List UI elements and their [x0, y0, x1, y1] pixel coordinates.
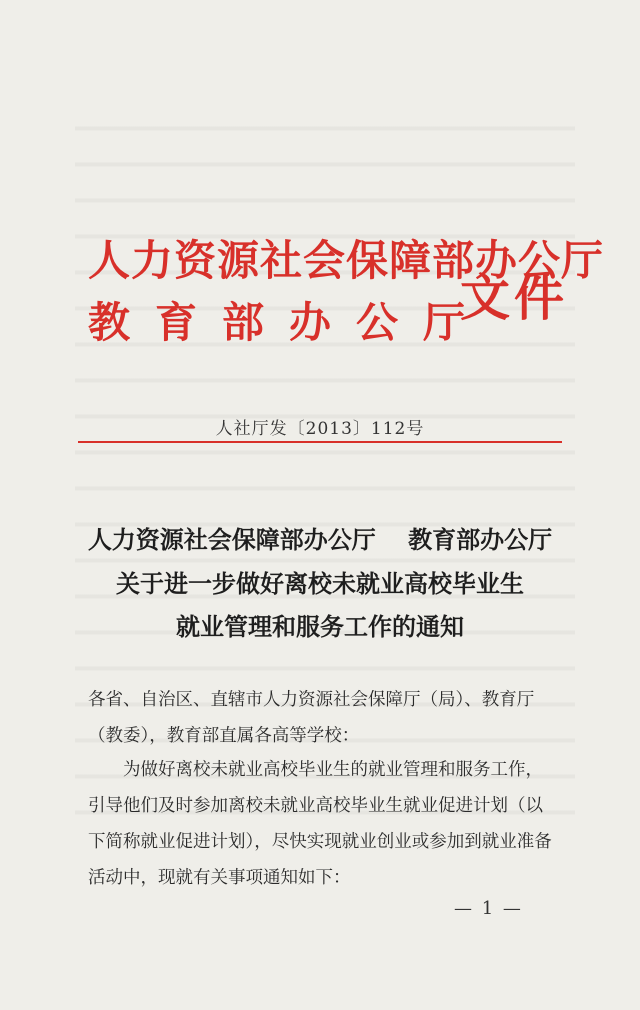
recipients-paragraph: 各省、自治区、直辖市人力资源社会保障厅（局）、教育厅（教委），教育部直属各高等学校：	[88, 690, 535, 746]
title-line-3: 就业管理和服务工作的通知	[176, 612, 464, 641]
issuing-org-line1: 人力资源社会保障部办公厅	[88, 236, 605, 285]
document-number: 人社厅发〔2013〕112号	[215, 419, 425, 439]
title-line-2: 关于进一步做好离校未就业高校毕业生	[116, 569, 524, 598]
page-number: — 1 —	[454, 898, 523, 919]
file-label: 文件	[460, 268, 568, 327]
red-separator-line	[78, 441, 562, 443]
issuing-org-line2: 教育部办公厅	[88, 298, 491, 347]
body-paragraph-1: 为做好离校未就业高校毕业生的就业管理和服务工作，引导他们及时参加离校未就业高校毕业生就业促进计划（以下简称就业促进计划），尽快实现就业创业或参加到就业准备活动中，现就有关事项通知如下：	[88, 760, 552, 888]
title-line-1: 人力资源社会保障部办公厅 教育部办公厅	[87, 525, 553, 554]
